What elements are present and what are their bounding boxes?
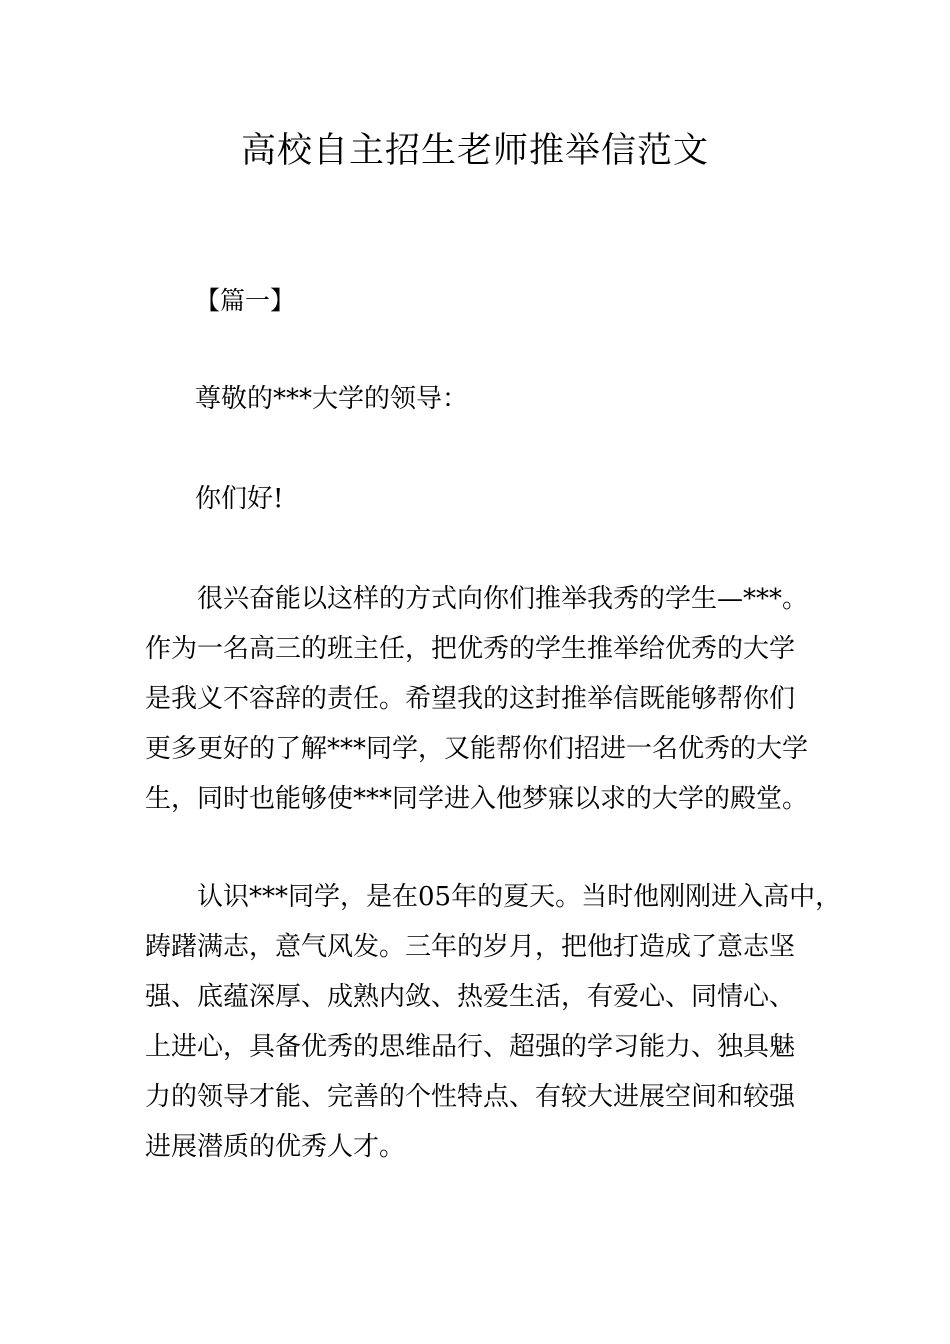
paragraph-line: 强、底蕴深厚、成熟内敛、热爱生活，有爱心、同情心、 [145, 982, 796, 1012]
document-title: 高校自主招生老师推举信范文 [240, 131, 709, 171]
paragraph-line: 进展潜质的优秀人才。 [145, 1132, 406, 1162]
greeting: 你们好! [195, 484, 284, 514]
section-heading: 【篇一】 [195, 286, 296, 315]
paragraph-line: 认识***同学，是在05年的夏天。当时他刚刚进入高中， [145, 882, 842, 912]
salutation: 尊敬的***大学的领导： [195, 384, 469, 414]
paragraph-line: 作为一名高三的班主任，把优秀的学生推举给优秀的大学 [145, 634, 796, 664]
paragraph-line: 上进心，具备优秀的思维品行、超强的学习能力、独具魅 [145, 1032, 796, 1062]
paragraph-line: 力的领导才能、完善的个性特点、有较大进展空间和较强 [145, 1082, 796, 1112]
paragraph-line: 是我义不容辞的责任。希望我的这封推举信既能够帮你们 [145, 684, 796, 714]
paragraph-line: 生，同时也能够使***同学进入他梦寐以求的大学的殿堂。 [145, 784, 809, 814]
paragraph-line: 很兴奋能以这样的方式向你们推举我秀的学生—***。 [145, 584, 809, 614]
paragraph-line: 更多更好的了解***同学，又能帮你们招进一名优秀的大学 [145, 734, 809, 764]
paragraph-line: 踌躇满志，意气风发。三年的岁月，把他打造成了意志坚 [145, 932, 796, 962]
